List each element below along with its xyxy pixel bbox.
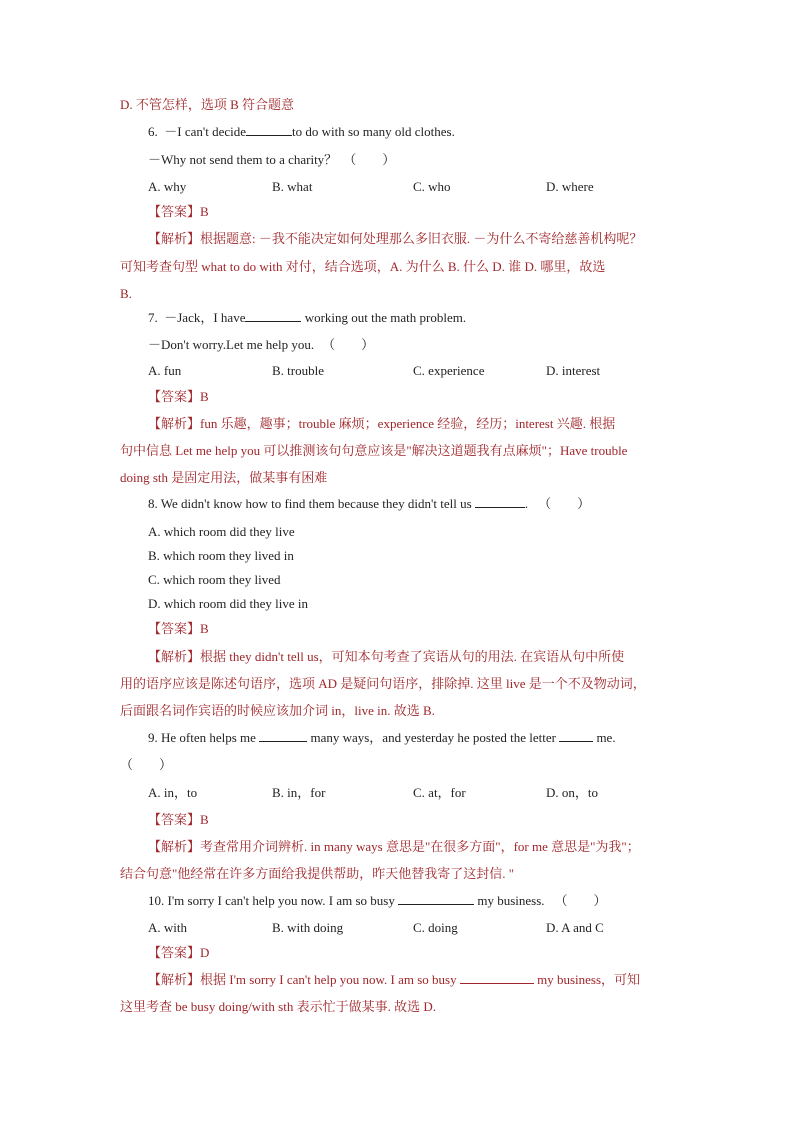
q8-analysis-label: 【解析】 (148, 649, 201, 664)
q7-stem-part1: －Jack，I have (164, 310, 246, 325)
q10-stem-part2: my business. (477, 893, 545, 908)
q7-stem2 (148, 337, 374, 353)
q7-option-c: C. experience (413, 363, 485, 378)
q6-analysis-line1 (148, 231, 642, 247)
q9-paren: （ ） (120, 757, 173, 772)
q6-answer-value: B (200, 204, 209, 219)
q9-analysis-line1 (148, 839, 640, 855)
q8-stem-part1: 8. We didn't know how to find them because they didn't tell us (148, 496, 472, 511)
q10-analysis-line2: 这里考查 be busy doing/with sth 表示忙于做某事. 故选 D. (120, 999, 436, 1014)
q7-number: 7. (148, 310, 158, 325)
q7-analysis-line1 (148, 416, 615, 432)
q10-paren: （ ） (554, 893, 607, 908)
q7-option-b: B. trouble (272, 363, 324, 378)
q7-stem (148, 310, 466, 326)
q6-stem2-text: －Why not send them to a charity？ (148, 152, 338, 167)
q9-option-b: B. in，for (272, 785, 326, 800)
q8-answer-label: 【答案】 (148, 621, 201, 636)
q9-analysis-label: 【解析】 (148, 839, 201, 854)
q8-analysis-line3: 后面跟名词作宾语的时候应该加介词 in，live in. 故选 B. (120, 703, 435, 718)
q6-option-d: D. where (546, 179, 594, 194)
q6-stem (148, 124, 455, 140)
q7-blank (245, 310, 301, 322)
q8-option-b: B. which room they lived in (148, 548, 294, 563)
q9-option-c: C. at，for (413, 785, 466, 800)
q10-answer (148, 945, 209, 961)
q10-option-c: C. doing (413, 920, 458, 935)
q10-answer-label: 【答案】 (148, 945, 201, 960)
q6-number: 6. (148, 124, 158, 139)
q7-option-a: A. fun (148, 363, 182, 378)
q8-answer-value: B (200, 621, 209, 636)
q8-analysis-line2: 用的语序应该是陈述句语序，选项 AD 是疑问句语序，排除掉. 这里 live 是一个不及物动词， (120, 676, 646, 691)
q6-answer (148, 204, 209, 220)
q7-answer-label: 【答案】 (148, 389, 201, 404)
q9-stem-part3: me. (596, 730, 616, 745)
q8-option-d: D. which room did they live in (148, 596, 308, 611)
q9-answer-value: B (200, 812, 209, 827)
q7-analysis-line3: doing sth 是固定用法，做某事有困难 (120, 470, 328, 485)
q9-answer-label: 【答案】 (148, 812, 201, 827)
q9-analysis-text1: 考查常用介词辨析. in many ways 意思是"在很多方面"，for me 意思是"为我"； (200, 839, 640, 854)
q10-blank (398, 893, 474, 905)
q9-blank1 (259, 730, 307, 742)
q8-stem (148, 496, 590, 512)
q6-option-b: B. what (272, 179, 313, 194)
q10-stem-part1: 10. I'm sorry I can't help you now. I am so busy (148, 893, 395, 908)
q10-analysis-line1 (148, 972, 640, 988)
q8-paren: （ ） (538, 496, 591, 511)
q7-paren: （ ） (322, 337, 375, 352)
q9-answer (148, 812, 209, 828)
q6-blank (246, 124, 292, 136)
q10-analysis-label: 【解析】 (148, 972, 201, 987)
q6-analysis-line2: 可知考查句型 what to do with 对付，结合选项，A. 为什么 B. 什么 D. 谁 D. 哪里，故选 (120, 259, 606, 274)
q9-stem-part1: 9. He often helps me (148, 730, 256, 745)
q7-stem2-text: －Don't worry.Let me help you. (148, 337, 315, 352)
q9-analysis-line2: 结合句意"他经常在许多方面给我提供帮助，昨天他替我寄了这封信. " (120, 866, 515, 881)
q8-option-c: C. which room they lived (148, 572, 281, 587)
q6-stem-part1: －I can't decide (164, 124, 246, 139)
q10-analysis-text1a: 根据 I'm sorry I can't help you now. I am so busy (200, 972, 457, 987)
q7-answer-value: B (200, 389, 209, 404)
q8-stem-part2: . (524, 496, 529, 511)
q6-option-c: C. who (413, 179, 451, 194)
q6-analysis-label: 【解析】 (148, 231, 201, 246)
q9-option-d: D. on，to (546, 785, 599, 800)
intro-line: D. 不管怎样，选项 B 符合题意 (120, 97, 295, 112)
q10-answer-value: D (200, 945, 210, 960)
q6-analysis-text1: 根据题意: －我不能决定如何处理那么多旧衣服. －为什么不寄给慈善机构呢？ (200, 231, 643, 246)
q6-stem-part2: to do with so many old clothes. (292, 124, 455, 139)
q6-answer-label: 【答案】 (148, 204, 201, 219)
q7-option-d: D. interest (546, 363, 601, 378)
q7-analysis-line2: 句中信息 Let me help you 可以推测该句句意应该是"解决这道题我有点麻烦"；Have trouble (120, 443, 628, 458)
q9-option-a: A. in，to (148, 785, 198, 800)
q10-stem (148, 893, 607, 909)
q9-stem-part2: many ways，and yesterday he posted the letter (310, 730, 556, 745)
q7-stem-part2: working out the math problem. (304, 310, 467, 325)
q6-option-a: A. why (148, 179, 187, 194)
q6-stem2 (148, 152, 395, 168)
q10-option-d: D. A and C (546, 920, 604, 935)
q6-paren: （ ） (343, 152, 396, 167)
q9-blank2 (559, 730, 593, 742)
q8-analysis-line1 (148, 649, 624, 665)
q8-option-a: A. which room did they live (148, 524, 295, 539)
q7-answer (148, 389, 209, 405)
q9-stem (148, 730, 616, 746)
q8-blank (475, 496, 525, 508)
q10-analysis-text1b: my business，可知 (537, 972, 641, 987)
q10-option-b: B. with doing (272, 920, 344, 935)
q8-answer (148, 621, 209, 637)
q7-analysis-label: 【解析】 (148, 416, 201, 431)
q10-analysis-blank (460, 972, 534, 984)
q6-analysis-line3: B. (120, 286, 132, 301)
q10-option-a: A. with (148, 920, 187, 935)
q7-analysis-text1: fun 乐趣，趣事；trouble 麻烦；experience 经验，经历；interest 兴趣. 根据 (200, 416, 616, 431)
q8-analysis-text1: 根据 they didn't tell us，可知本句考查了宾语从句的用法. 在宾语从句中所使 (200, 649, 625, 664)
